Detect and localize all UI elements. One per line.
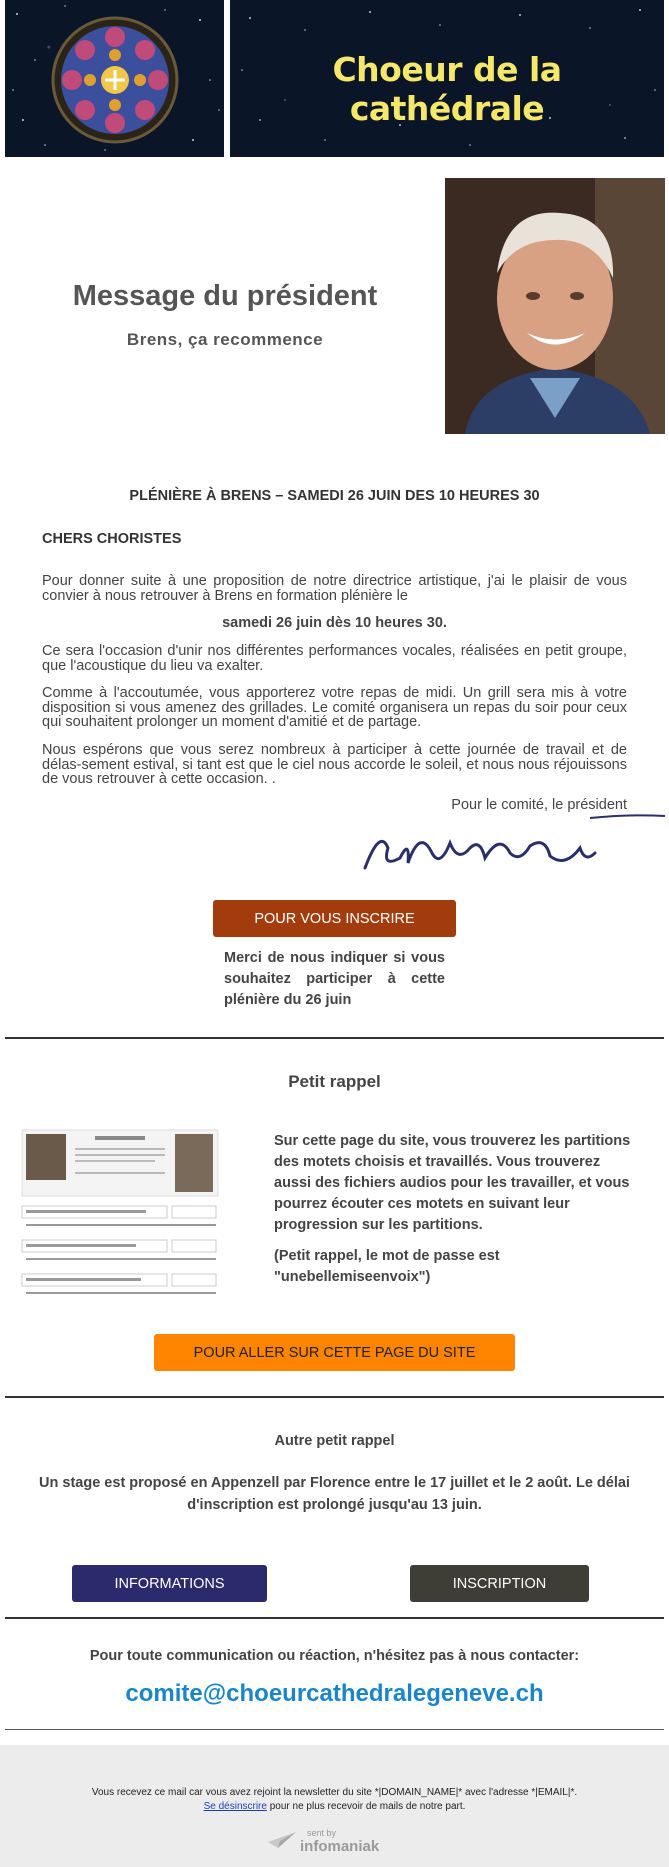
- president-portrait: [445, 178, 665, 434]
- letter-paragraph: Nous espérons que vous serez nombreux à participer à cette journée de travail et de délas-sement estival, si tant est que le ciel nous accorde le soleil, et nous nous réjouissons de vous retrouver à cette occasion. .: [42, 742, 627, 787]
- event-date: samedi 26 juin dès 10 heures 30.: [222, 615, 447, 631]
- signoff: Pour le comité, le président: [451, 797, 627, 813]
- site-page-button[interactable]: POUR ALLER SUR CETTE PAGE DU SITE: [154, 1334, 515, 1371]
- contact-text: Pour toute communication ou réaction, n'hésitez pas à nous contacter:: [89, 1648, 580, 1664]
- footer-unsubscribe-line: [0, 1801, 669, 1812]
- stage-announcement: Un stage est proposé en Appenzell par Florence entre le 17 juillet et le 2 août. Le délai d'inscription est prolongé jusqu'au 13 juin.: [39, 1475, 630, 1513]
- site-page-thumbnail[interactable]: [20, 1128, 220, 1303]
- divider: [5, 1037, 664, 1039]
- message-subtitle: Brens, ça recommence: [126, 330, 324, 349]
- password-reminder: (Petit rappel, le mot de passe est "unebellemiseenvoix"): [274, 1248, 500, 1285]
- infomaniak-brand[interactable]: infomaniak: [300, 1838, 380, 1855]
- rose-window-icon: [50, 15, 180, 145]
- greeting: CHERS CHORISTES: [42, 531, 182, 547]
- informations-button[interactable]: INFORMATIONS: [72, 1565, 267, 1602]
- newsletter-title: Choeur de la cathédrale: [332, 50, 562, 128]
- infomaniak-logo-icon: [266, 1828, 298, 1850]
- unsubscribe-link[interactable]: Se désinscrire: [203, 1801, 267, 1812]
- title-banner: [230, 0, 664, 157]
- reminder-text: Sur cette page du site, vous trouverez les partitions des motets choisis et travaillés. Vous trouverez aussi des fichiers audios pour les travailler, et vous pourrez écouter ces motets en suivant leur progression sur les partitions.: [274, 1133, 631, 1233]
- event-headline: PLÉNIÈRE À BRENS – SAMEDI 26 JUIN DES 10 HEURES 30: [129, 488, 540, 504]
- footer-notice: Vous recevez ce mail car vous avez rejoint la newsletter du site *|DOMAIN_NAME|* avec l'adresse *|EMAIL|*.: [91, 1787, 578, 1798]
- register-button[interactable]: POUR VOUS INSCRIRE: [213, 900, 456, 937]
- divider: [5, 1729, 664, 1730]
- letter-paragraph: Ce sera l'occasion d'unir nos différentes performances vocales, réalisées en petit groupe, que l'acoustique du lieu va exalter.: [42, 643, 627, 674]
- reminder-title: Petit rappel: [288, 1072, 381, 1091]
- register-note: Merci de nous indiquer si vous souhaitez participer à cette plénière du 26 juin: [224, 950, 445, 1008]
- letter-paragraph: Pour donner suite à une proposition de notre directrice artistique, j'ai le plaisir de vous convier à nous retrouver à Brens en formation plénière le: [42, 573, 627, 604]
- president-signature: [340, 808, 665, 888]
- message-title: Message du président: [72, 280, 378, 312]
- footer-unsubscribe-text: pour ne plus recevoir de mails de notre part.: [266, 1801, 466, 1812]
- inscription-button[interactable]: INSCRIPTION: [410, 1565, 589, 1602]
- divider: [5, 1396, 664, 1398]
- letter-paragraph: Comme à l'accoutumée, vous apporterez votre repas de midi. Un grill sera mis à votre disposition si vous amenez des grillades. Le comité organisera un repas du soir pour ceux qui souhaitent prolonger un moment d'amitié et de partage.: [42, 685, 627, 730]
- rose-window-banner: [5, 0, 224, 157]
- contact-email-link[interactable]: comite@choeurcathedralegeneve.ch: [125, 1680, 544, 1707]
- other-reminder-title: Autre petit rappel: [274, 1433, 395, 1449]
- sent-by-label: sent by: [307, 1828, 337, 1838]
- divider: [5, 1617, 664, 1619]
